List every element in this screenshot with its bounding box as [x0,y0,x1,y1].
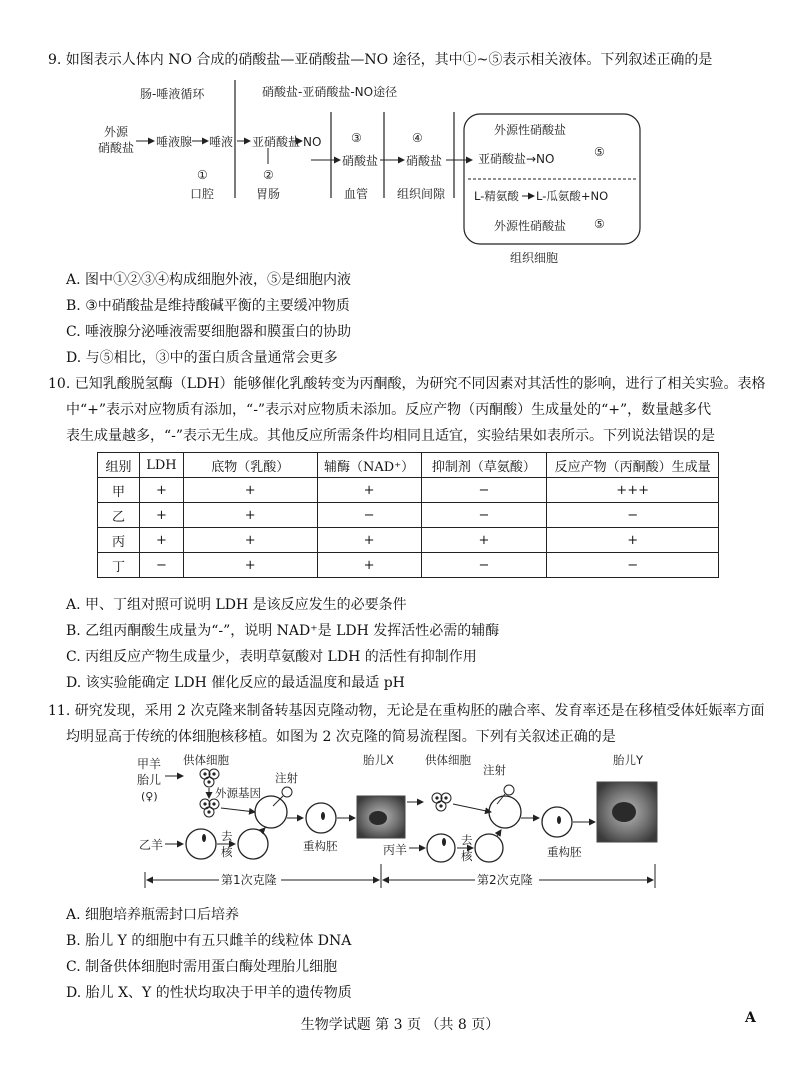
clone-1-label: 第1次克隆 [221,873,277,887]
q10-stem-line-1: 10. 已知乳酸脱氢酶（LDH）能够催化乳酸转变为丙酮酸，为研究不同因素对其活性的影响，进行了相关实验。表格 [48,376,766,392]
col-header-ldh: LDH [139,453,183,478]
table-cell: +++ [547,478,719,503]
q11-cloning-flow-diagram [135,752,695,900]
tissue-cell-label: 组织细胞 [510,251,559,265]
external-nitrate-label: 外源 [104,125,129,139]
citrulline-label: L-瓜氨酸+NO [536,189,609,203]
enucleate-label-d: 核 [461,849,473,863]
vessel-label: 血管 [344,187,369,201]
nitrate-vessel-label: 硝酸盐 [342,154,379,168]
table-cell: 丁 [98,553,140,578]
table-cell: + [183,503,317,528]
donor-cell-label-1: 供体细胞 [183,753,229,767]
fetus-y-label: 胎儿Y [613,753,644,767]
table-cell: 甲 [98,478,140,503]
inject-label-2: 注射 [483,763,506,777]
fluid-5-marker-top: ⑤ [594,145,605,159]
col-header-inhibitor: 抑制剂（草氨酸） [421,453,547,478]
q11-option-a: A. 细胞培养瓶需封口后培养 [66,907,240,923]
sheep-a-sex-label: (♀) [141,790,158,803]
diagram-title-left: 肠-唾液循环 [140,87,205,101]
donor-cell-label-2: 供体细胞 [425,753,471,767]
cell-top-label: 外源性硝酸盐 [494,123,567,137]
q9-option-a: A. 图中①②③④构成细胞外液，⑤是细胞内液 [66,272,352,288]
inject-label-1: 注射 [275,771,298,785]
paper-version: A [745,1010,756,1026]
table-cell: − [547,503,719,528]
q10-option-b: B. 乙组丙酮酸生成量为“-”，说明 NAD⁺是 LDH 发挥活性必需的辅酶 [66,623,500,639]
table-cell: + [139,503,183,528]
table-cell: + [183,478,317,503]
q11-option-d: D. 胎儿 X、Y 的性状均取决于甲羊的遗传物质 [66,985,352,1001]
fluid-1-marker: ① [197,168,208,182]
ldh-results-table [97,452,719,578]
table-cell: + [183,553,317,578]
table-cell: + [183,528,317,553]
q9-option-c: C. 唾液腺分泌唾液需要细胞器和膜蛋白的协助 [66,324,352,340]
table-cell: + [317,528,421,553]
fluid-2-marker: ② [263,168,274,182]
sheep-c-label: 丙羊 [383,843,408,857]
external-nitrate-label-2: 硝酸盐 [98,141,135,155]
q11-stem-line-2: 均明显高于传统的体细胞核移植。如图为 2 次克隆的简易流程图。下列有关叙述正确的是 [66,729,616,745]
q9-nitrate-pathway-diagram [96,76,656,272]
q11-stem-line-1: 11. 研究发现，采用 2 次克隆来制备转基因克隆动物，无论是在重构胚的融合率、发育率还是在移植受体妊娠率方面 [48,703,765,719]
table-cell: + [139,478,183,503]
table-cell: − [421,478,547,503]
table-cell: 乙 [98,503,140,528]
table-cell: + [547,528,719,553]
cell-bottom-label: 外源性硝酸盐 [494,219,567,233]
table-cell: − [139,553,183,578]
sheep-b-label: 乙羊 [139,838,164,852]
q10-option-a: A. 甲、丁组对照可说明 LDH 是该反应发生的必要条件 [66,597,407,613]
q11-option-b: B. 胎儿 Y 的细胞中有五只雌羊的线粒体 DNA [66,933,352,949]
col-header-group: 组别 [98,453,140,478]
page-footer: 生物学试题 第 3 页 （共 8 页） [300,1017,500,1033]
fluid-3-marker: ③ [351,131,362,145]
q10-stem-line-2: 中“+”表示对应物质有添加，“-”表示对应物质未添加。反应产物（丙酮酸）生成量处的“+”，数量越多代 [66,402,712,418]
table-cell: + [317,478,421,503]
foreign-gene-label: 外源基因 [215,786,261,800]
fluid-4-marker: ④ [412,131,423,145]
sheep-a-fetus-label: 胎儿 [137,773,162,787]
q10-option-d: D. 该实验能确定 LDH 催化反应的最适温度和最适 pH [66,675,405,691]
table-cell: 丙 [98,528,140,553]
arginine-label: L-精氨酸 [474,189,519,203]
nitrate-tissue-label: 硝酸盐 [406,154,443,168]
tissue-gap-label: 组织间隙 [397,187,446,201]
table-cell: + [317,553,421,578]
enucleate-label-a: 去 [221,829,233,843]
table-row [98,528,719,553]
no-label-1: NO [303,135,322,149]
q10-stem-line-3: 表生成量越多，“-”表示无生成。其他反应所需条件均相同且适宜，实验结果如表所示。下列说法错误的是 [66,428,716,444]
table-cell: − [317,503,421,528]
fluid-5-marker-bottom: ⑤ [594,217,605,231]
col-header-product: 反应产物（丙酮酸）生成量 [547,453,719,478]
embryo-label-1: 重构胚 [303,839,338,853]
q9-option-d: D. 与⑤相比，③中的蛋白质含量通常会更多 [66,350,338,366]
table-cell: − [421,503,547,528]
table-row [98,553,719,578]
saliva-label: 唾液 [209,135,234,149]
col-header-substrate: 底物（乳酸） [183,453,317,478]
table-cell: + [139,528,183,553]
col-header-coenzyme: 辅酶（NAD⁺） [317,453,421,478]
q9-stem: 9. 如图表示人体内 NO 合成的硝酸盐—亚硝酸盐—NO 途径，其中①~⑤表示相关液体。下列叙述正确的是 [48,52,713,68]
embryo-label-2: 重构胚 [547,845,582,859]
salivary-gland-label: 唾液腺 [156,135,193,149]
cell-nitrite-label: 亚硝酸盐→NO [478,152,555,166]
clone-2-label: 第2次克隆 [477,873,533,887]
mouth-label: 口腔 [190,187,215,201]
q9-option-b: B. ③中硝酸盐是维持酸碱平衡的主要缓冲物质 [66,298,350,314]
enucleate-label-c: 去 [461,833,473,847]
sheep-a-label: 甲羊 [137,757,162,771]
nitrite-label-1: 亚硝酸盐 [252,135,301,149]
gut-label: 胃肠 [256,187,281,201]
table-cell: − [421,553,547,578]
table-cell: + [421,528,547,553]
table-row [98,478,719,503]
q11-option-c: C. 制备供体细胞时需用蛋白酶处理胎儿细胞 [66,959,338,975]
q10-option-c: C. 丙组反应产物生成量少，表明草氨酸对 LDH 的活性有抑制作用 [66,649,477,665]
table-cell: − [547,553,719,578]
enucleate-label-b: 核 [221,845,233,859]
fetus-x-label: 胎儿X [363,753,394,767]
table-header-row [98,453,719,478]
table-row [98,503,719,528]
diagram-title-right: 硝酸盐-亚硝酸盐-NO途径 [262,85,398,99]
